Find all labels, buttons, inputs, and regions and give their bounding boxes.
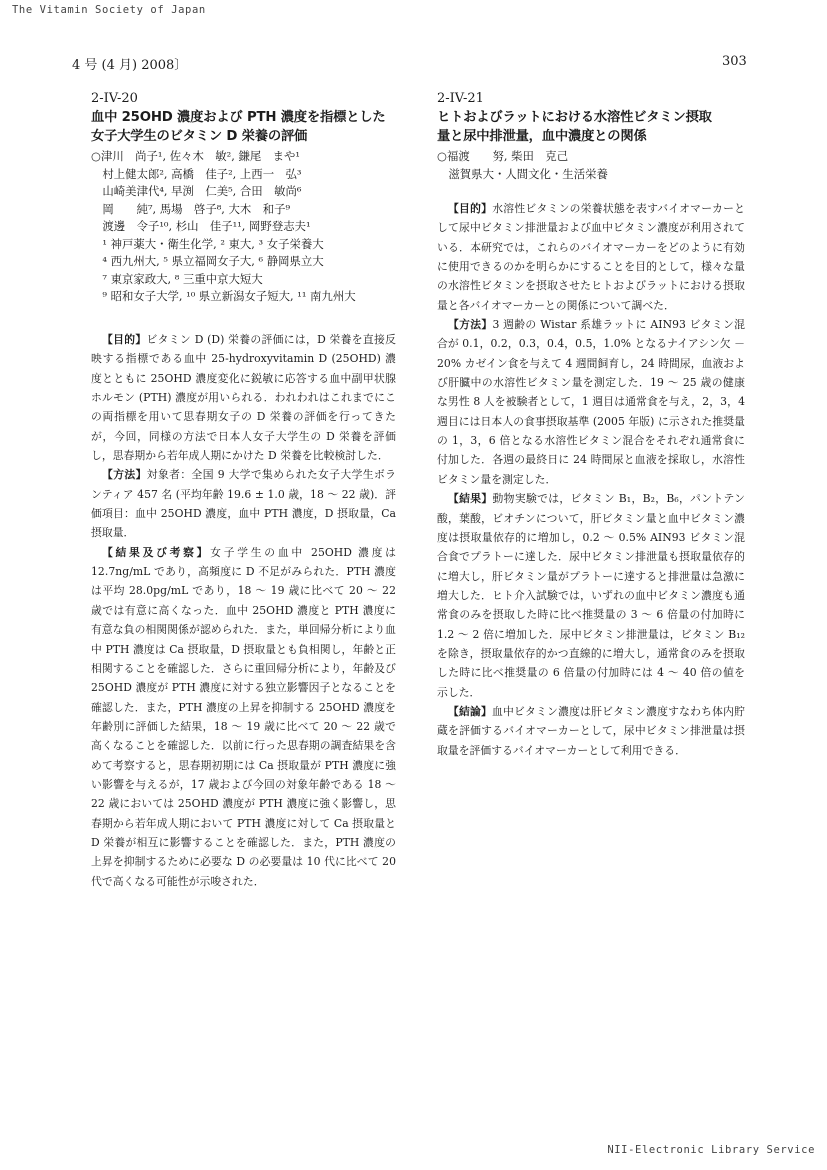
author-line: 渡邊 令子¹⁰, 杉山 佳子¹¹, 岡野登志夫¹	[91, 219, 311, 233]
affiliation-line: ¹ 神戸薬大・衛生化学, ² 東大, ³ 女子栄養大	[91, 236, 324, 251]
paragraph-purpose	[437, 199, 745, 315]
paragraph-purpose	[91, 330, 396, 465]
abstract-code: 2-IV-20	[91, 91, 138, 106]
footer-banner: NII-Electronic Library Service	[607, 1144, 815, 1156]
author-line: ○福渡 努, 柴田 克己	[437, 149, 569, 163]
paragraph-conclusion	[437, 702, 745, 760]
title-line: 量と尿中排泄量，血中濃度との関係	[437, 129, 647, 144]
paragraph-method	[91, 465, 396, 542]
paragraph-method	[437, 315, 745, 489]
paragraph-text: 女子学生の血中 25OHD 濃度は 12.7ng/mL であり，高頻度に D 不足がみられた．PTH 濃度は平均 28.0pg/mL であり，18 ～ 19 歳に比べて 20 ～ 22 歳では有意に高くなった．血中 25OHD 濃度と PTH 濃度に有意な負の相関関係が認められた．また，単回帰分析により血中 PTH 濃度は Ca 摂取量，D 摂取量とも負相関し，年齢と正相関することを確認した．さらに重回帰分析により，年齢及び 25OHD 濃度が PTH 濃度に対する独立影響因子となることを確認した．また，PTH 濃度の上昇を抑制する 25OHD 濃度を年齢別に評価した結果，18 ～ 19 歳に比べて 20 ～ 22 歳で高くなることを確認した．以前に行った思春期の調査結果を含めて考察すると，思春期初期には Ca 摂取量が PTH 濃度に強い影響を与えるが，17 歳および今回の対象年齢である 18 ～ 22 歳においては 25OHD 濃度が PTH 濃度に強く影響し，思春期から若年成人期において PTH 濃度に対して Ca 摂取量と D 栄養が相互に影響することを確認した．また，PTH 濃度の上昇を抑制するために必要な D の必要量は 10 代に比べて 20 代で高くなる可能性が示唆された．	[91, 545, 396, 888]
title-line: 血中 25OHD 濃度および PTH 濃度を指標とした	[91, 110, 386, 125]
title-line: ヒトおよびラットにおける水溶性ビタミン摂取	[437, 110, 712, 125]
author-line: ○津川 尚子¹, 佐々木 敏², 鎌尾 まや¹	[91, 149, 300, 163]
affiliation-line: ⁷ 東京家政大, ⁸ 三重中京大短大	[91, 271, 263, 286]
abstract-2-IV-21-header	[437, 90, 742, 183]
section-label: 【目的】	[102, 333, 147, 346]
page-number: 303	[722, 54, 747, 69]
section-label: 【結果及び考察】	[102, 545, 211, 559]
section-label: 【目的】	[448, 202, 493, 215]
abstract-2-IV-21-body	[437, 199, 745, 760]
affiliation-line: ⁴ 西九州大, ⁵ 県立福岡女子大, ⁶ 静岡県立大	[91, 254, 324, 268]
paragraph-text: ビタミン D (D) 栄養の評価には，D 栄養を直接反映する指標である血中 25-hydroxyvitamin D (25OHD) 濃度とともに 25OHD 濃度変化に鋭敏に応答する血中副甲状腺ホルモン (PTH) 濃度が用いられる．われわれはこれまでにこの両指標を用いて思春期女子の D 栄養の評価を行ってきたが，今回，同様の方法で日本人女子大学生の D 栄養を評価し，思春期から若年成人期にかけた D 栄養を比較検討した．	[91, 333, 396, 463]
paragraph-text: 対象者：全国 9 大学で集められた女子大学生ボランティア 457 名 (平均年齢 19.6 ± 1.0 歳，18 ～ 22 歳)．評価項目：血中 25OHD 濃度，血中 PTH 濃度，D 摂取量，Ca 摂取量．	[91, 468, 396, 540]
issue-label: 4 号 (4 月) 2008〕	[72, 58, 188, 73]
section-label: 【結果】	[448, 492, 493, 506]
header-banner: The Vitamin Society of Japan	[12, 4, 206, 16]
affiliation-line: 滋賀県大・人間文化・生活栄養	[437, 166, 608, 181]
author-line: 村上健太郎², 高橋 佳子², 上西一 弘³	[91, 166, 302, 181]
author-list	[437, 148, 742, 183]
paragraph-results	[437, 489, 745, 702]
abstract-2-IV-20-header	[91, 90, 396, 306]
abstract-title	[91, 108, 396, 146]
author-list	[91, 148, 396, 306]
section-label: 【方法】	[102, 468, 147, 482]
abstract-2-IV-20-body	[91, 330, 396, 891]
paragraph-text: 3 週齢の Wistar 系雄ラットに AIN93 ビタミン混合が 0.1，0.2，0.3，0.4，0.5，1.0% となるナイアシン欠 － 20% カゼイン食を与えて 4 週間飼育し，24 時間尿，血液および肝臓中の水溶性ビタミン量を測定した．19 ～ 25 歳の健康な男性 8 人を被験者として，1 週目は通常食を与え，2，3，4 週目には日本人の食事摂取基準 (2005 年版) に示された推奨量の 1，3，6 倍となる水溶性ビタミン混合をそれぞれ通常食に付加した．各週の最終日に 24 時間尿と血液を採取し，水溶性ビタミン量を測定した．	[437, 318, 745, 486]
paragraph-text: 血中ビタミン濃度は肝ビタミン濃度すなわち体内貯蔵を評価するバイオマーカーとして，尿中ビタミン排泄量は摂取量を評価するバイオマーカーとして利用できる．	[437, 704, 745, 757]
paragraph-results	[91, 543, 396, 891]
abstract-title	[437, 108, 742, 146]
title-line: 女子大学生のビタミン D 栄養の評価	[91, 129, 308, 144]
abstract-code: 2-IV-21	[437, 91, 484, 106]
affiliation-line: ⁹ 昭和女子大学, ¹⁰ 県立新潟女子短大, ¹¹ 南九州大	[91, 289, 356, 303]
paragraph-text: 水溶性ビタミンの栄養状態を表すバイオマーカーとして尿中ビタミン排泄量および血中ビタミン濃度が利用されている．本研究では，これらのバイオマーカーをどのように有効に使用できるのかを明らかにすることを目的として，様々な量の水溶性ビタミンを摂取させたヒトおよびラットにおける摂取量と各バイオマーカーとの関係について調べた．	[437, 202, 746, 312]
section-label: 【方法】	[448, 318, 493, 332]
paragraph-text: 動物実験では，ビタミン B₁，B₂，B₆，パントテン酸，葉酸，ビオチンについて，肝ビタミン量と血中ビタミン濃度は摂取量依存的に増加し，0.2 ～ 0.5% AIN93 ビタミン混合食でプラトーに達した．尿中ビタミン排泄量も摂取量依存的に増大し，肝ビタミン量がプラトーに達すると排泄量は急激に増大した．ヒト介入試験では，いずれの血中ビタミン濃度も通常食のみを摂取した時に比べ推奨量の 3 ～ 6 倍量の付加時に 1.2 ～ 2 倍に増加した．尿中ビタミン排泄量は，ビタミン B₁₂ を除き，摂取量依存的かつ直線的に増大し，通常食のみを摂取した時に比べ推奨量の 6 倍量の付加時には 4 ～ 40 倍の値を示した．	[437, 492, 745, 699]
section-label: 【結論】	[448, 704, 493, 718]
author-line: 岡 純⁷, 馬場 啓子⁸, 大木 和子⁹	[91, 201, 291, 216]
author-line: 山崎美津代⁴, 早渕 仁美⁵, 合田 敏尚⁶	[91, 184, 302, 198]
